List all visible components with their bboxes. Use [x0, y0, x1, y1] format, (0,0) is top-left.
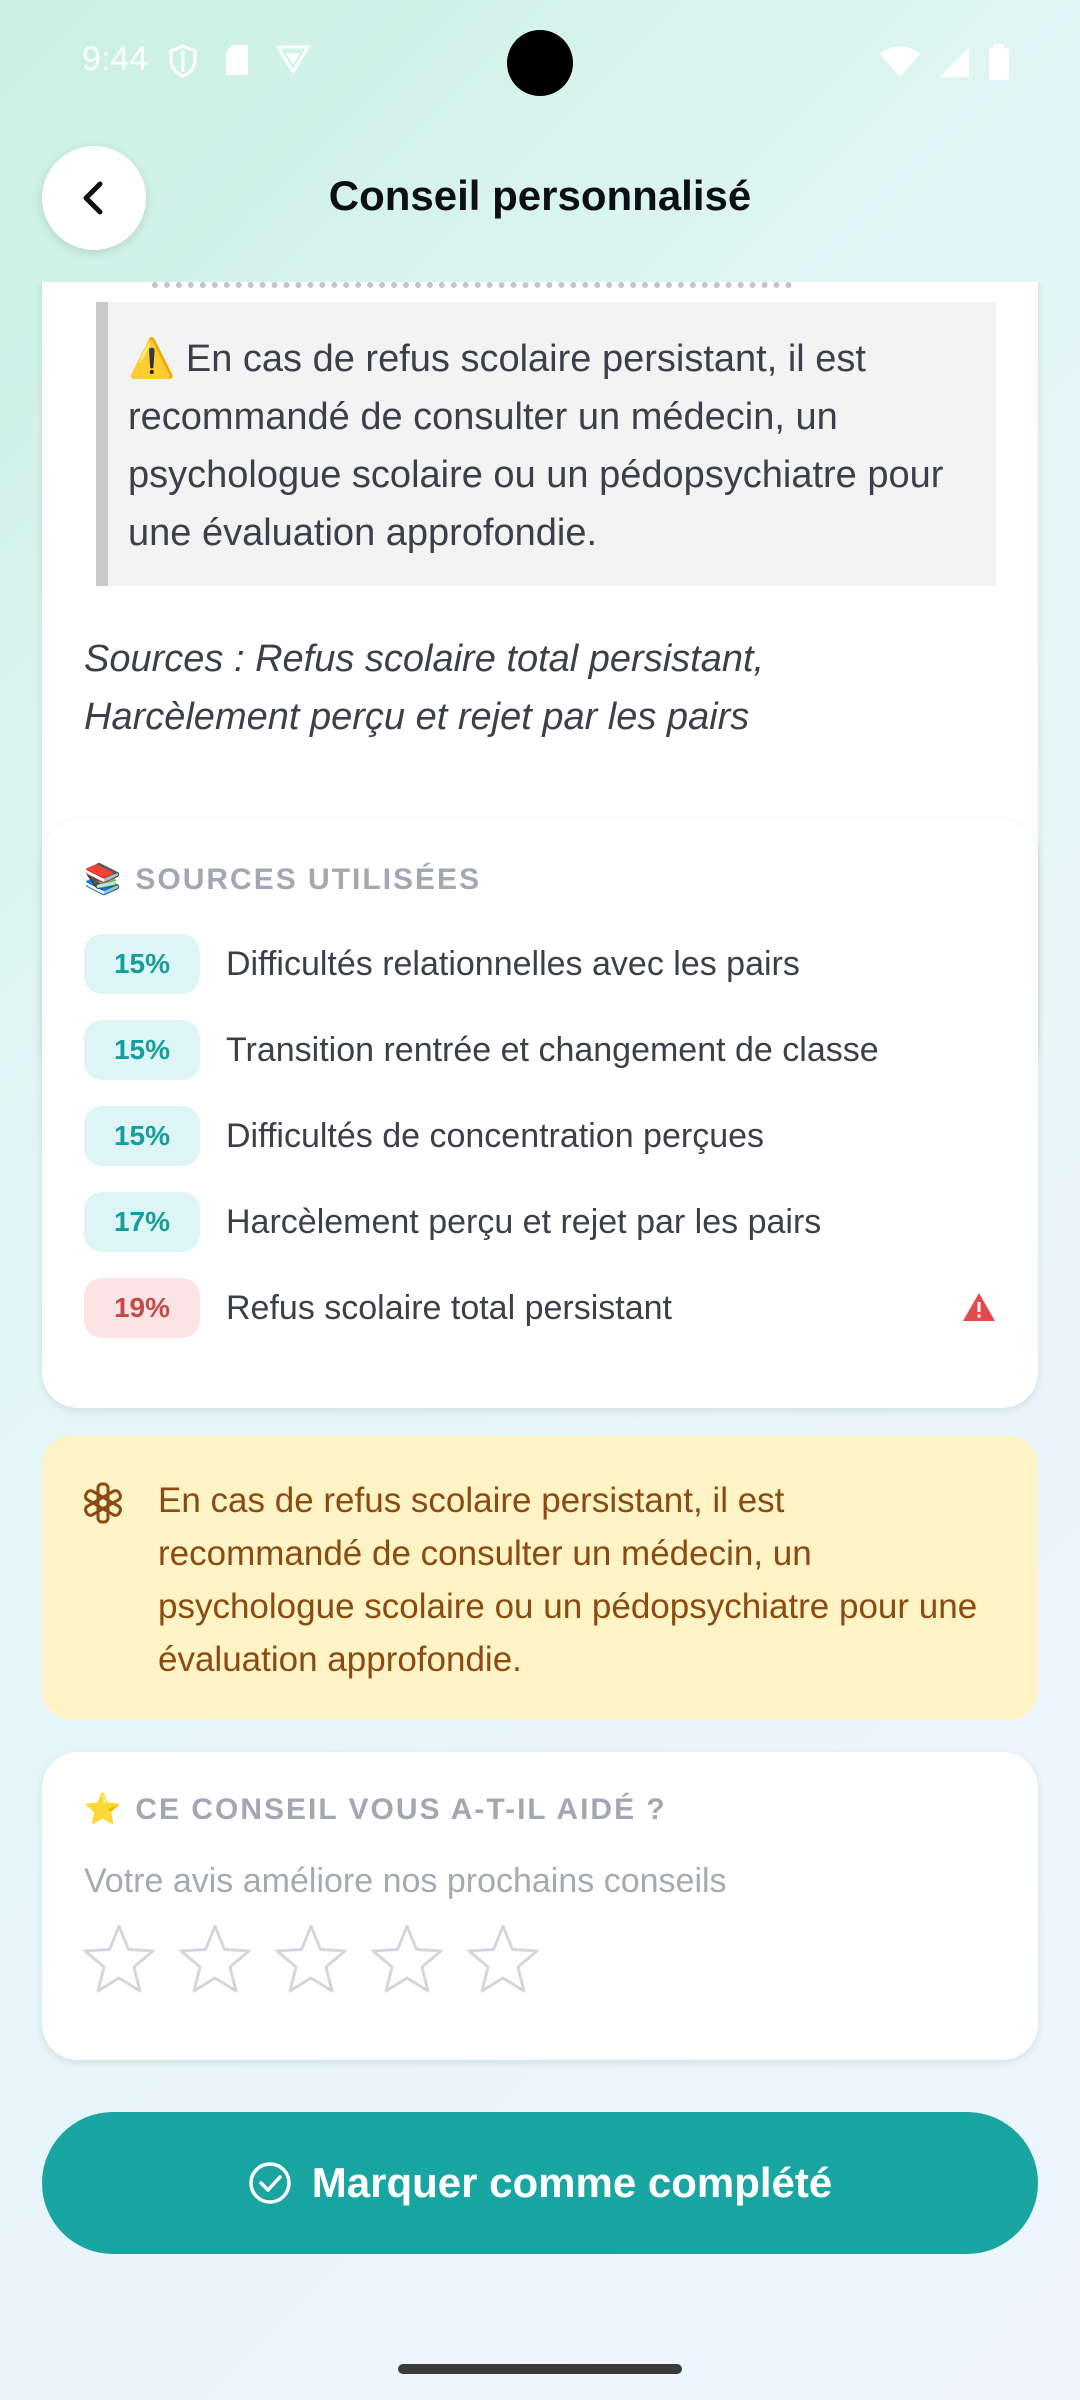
- source-item-flagged: [84, 1278, 996, 1338]
- vpn-icon: [276, 44, 310, 74]
- clipped-text-line: [152, 282, 792, 290]
- shield-icon: [168, 44, 198, 78]
- source-label: Harcèlement perçu et rejet par les pairs: [226, 1202, 822, 1241]
- source-label: Refus scolaire total persistant: [226, 1288, 672, 1327]
- camera-cutout: [507, 30, 573, 96]
- sources-card: [42, 820, 1038, 1408]
- star-emoji-icon: ⭐: [84, 1793, 124, 1826]
- sources-section-title: SOURCES UTILISÉES: [135, 862, 482, 896]
- percent-badge: 17%: [84, 1192, 200, 1252]
- percent-badge: 15%: [84, 1020, 200, 1080]
- rating-section-header: [84, 1792, 667, 1827]
- star-icon-5[interactable]: [466, 1922, 540, 1996]
- medical-alert-text: En cas de refus scolaire persistant, il est recommandé de consulter un médecin, un psychologue scolaire ou un pédopsychiatre pour une évaluation approfondie.: [158, 1481, 978, 1679]
- medical-alert-box: [42, 1436, 1038, 1720]
- percent-badge-alert: 19%: [84, 1278, 200, 1338]
- wifi-icon: [880, 46, 920, 78]
- source-item: [84, 1192, 996, 1252]
- page-title: Conseil personnalisé: [328, 172, 752, 219]
- star-icon-2[interactable]: [178, 1922, 252, 1996]
- home-indicator[interactable]: [398, 2364, 682, 2374]
- battery-icon: [988, 44, 1010, 80]
- percent-badge: 15%: [84, 934, 200, 994]
- advice-quote: [96, 302, 996, 586]
- books-icon: 📚: [84, 863, 124, 896]
- source-label: Difficultés de concentration perçues: [226, 1116, 765, 1155]
- source-item: [84, 1106, 996, 1166]
- mark-complete-button[interactable]: [42, 2112, 1038, 2254]
- star-icon-3[interactable]: [274, 1922, 348, 1996]
- sd-card-icon: [224, 44, 250, 76]
- percent-badge: 15%: [84, 1106, 200, 1166]
- source-label: Transition rentrée et changement de classe: [226, 1030, 879, 1069]
- status-time: 9:44: [82, 40, 149, 78]
- source-item: [84, 1020, 996, 1080]
- source-label: Difficultés relationnelles avec les pairs: [226, 944, 800, 983]
- source-item: [84, 934, 996, 994]
- rating-section-title: CE CONSEIL VOUS A-T-IL AIDÉ ?: [135, 1792, 667, 1826]
- advice-quote-text: ⚠️ En cas de refus scolaire persistant, il est recommandé de consulter un médecin, un psychologue scolaire ou un pédopsychiatre pour une évaluation approfondie.: [128, 338, 944, 554]
- status-system-icons: [880, 44, 1010, 80]
- star-icon-4[interactable]: [370, 1922, 444, 1996]
- star-icon-1[interactable]: [82, 1922, 156, 1996]
- check-circle-icon: [248, 2161, 292, 2205]
- star-rating: [82, 1922, 540, 1996]
- status-notification-icons: [168, 44, 310, 78]
- sources-note: Sources : Refus scolaire total persistant, Harcèlement perçu et rejet par les pairs: [84, 638, 765, 738]
- mark-complete-label: Marquer comme complété: [311, 2159, 833, 2206]
- warning-triangle-icon: [962, 1292, 996, 1322]
- rating-card: [42, 1752, 1038, 2060]
- signal-icon: [938, 46, 970, 78]
- scroll-content[interactable]: [0, 282, 1080, 2322]
- status-bar: [0, 0, 1080, 130]
- rating-subtitle: Votre avis améliore nos prochains conseils: [84, 1862, 727, 1900]
- sources-section-header: [84, 862, 481, 897]
- medical-star-icon: [82, 1482, 124, 1524]
